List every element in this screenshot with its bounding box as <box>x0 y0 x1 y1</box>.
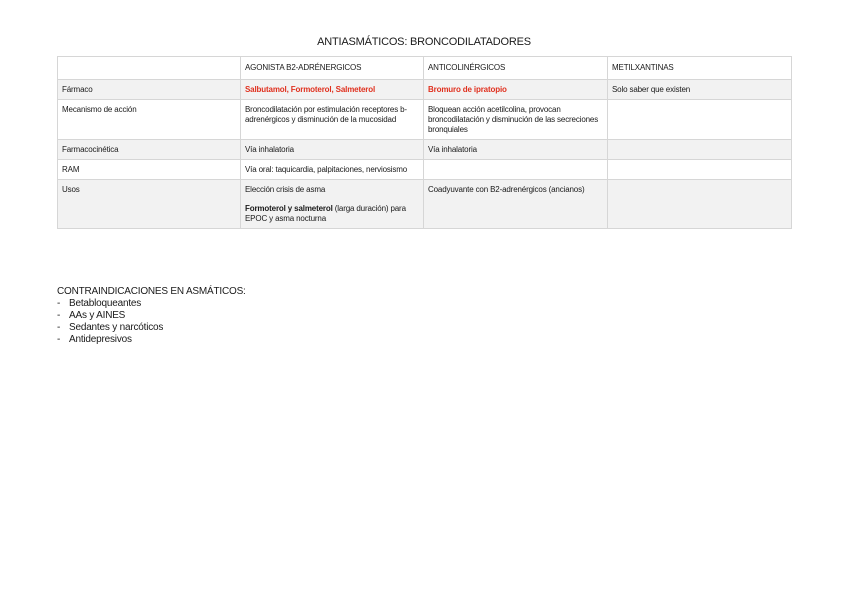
header-cell-metilxantinas: METILXANTINAS <box>608 57 792 80</box>
table-row-usos <box>58 180 792 229</box>
cell-usos-anticolinergico: Coadyuvante con B2-adrenérgicos (ancianos) <box>424 180 608 229</box>
contraindicaciones-section <box>57 286 246 346</box>
cell-farmaco-anticolinergico: Bromuro de ipratopio <box>424 80 608 100</box>
cell-mecanismo-agonista: Broncodilatación por estimulación receptores b-adrenérgicos y disminución de la mucosidad <box>241 100 424 140</box>
list-item: - Antidepresivos <box>57 334 246 346</box>
usos-agonista-rest: (larga duración) para EPOC y asma nocturna <box>245 204 406 223</box>
broncodilatadores-table <box>57 56 792 229</box>
table-row-ram <box>58 160 792 180</box>
cell-farmacocinetica-metilxantinas <box>608 140 792 160</box>
table-header-row <box>58 57 792 80</box>
cell-farmacocinetica-anticolinergico: Vía inhalatoria <box>424 140 608 160</box>
table-row-farmacocinetica <box>58 140 792 160</box>
cell-farmaco-agonista: Salbutamol, Formoterol, Salmeterol <box>241 80 424 100</box>
list-item: - Betabloqueantes <box>57 298 246 310</box>
usos-agonista-line1: Elección crisis de asma <box>245 185 326 194</box>
cell-mecanismo-anticolinergico: Bloquean acción acetilcolina, provocan broncodilatación y disminución de las secreciones bronquiales <box>424 100 608 140</box>
cell-mecanismo-metilxantinas <box>608 100 792 140</box>
cell-usos-agonista <box>241 180 424 229</box>
header-cell-empty <box>58 57 241 80</box>
header-cell-agonista: AGONISTA B2-ADRÉNERGICOS <box>241 57 424 80</box>
cell-ram-metilxantinas <box>608 160 792 180</box>
row-label: RAM <box>58 160 241 180</box>
cell-ram-anticolinergico <box>424 160 608 180</box>
cell-farmaco-metilxantinas: Solo saber que existen <box>608 80 792 100</box>
contraindicaciones-list <box>57 298 246 346</box>
usos-agonista-bold: Formoterol y salmeterol <box>245 204 333 213</box>
row-label: Usos <box>58 180 241 229</box>
row-label: Fármaco <box>58 80 241 100</box>
table-row-farmaco <box>58 80 792 100</box>
contraindicaciones-heading: CONTRAINDICACIONES EN ASMÁTICOS: <box>57 286 246 297</box>
usos-agonista-line2 <box>245 204 419 224</box>
cell-usos-metilxantinas <box>608 180 792 229</box>
cell-ram-agonista: Vía oral: taquicardia, palpitaciones, nerviosismo <box>241 160 424 180</box>
cell-farmacocinetica-agonista: Vía inhalatoria <box>241 140 424 160</box>
header-cell-anticolinergicos: ANTICOLINÉRGICOS <box>424 57 608 80</box>
table-row-mecanismo <box>58 100 792 140</box>
document-title: ANTIASMÁTICOS: BRONCODILATADORES <box>317 36 531 48</box>
row-label: Farmacocinética <box>58 140 241 160</box>
list-item: - Sedantes y narcóticos <box>57 322 246 334</box>
row-label: Mecanismo de acción <box>58 100 241 140</box>
list-item: - AAs y AINES <box>57 310 246 322</box>
